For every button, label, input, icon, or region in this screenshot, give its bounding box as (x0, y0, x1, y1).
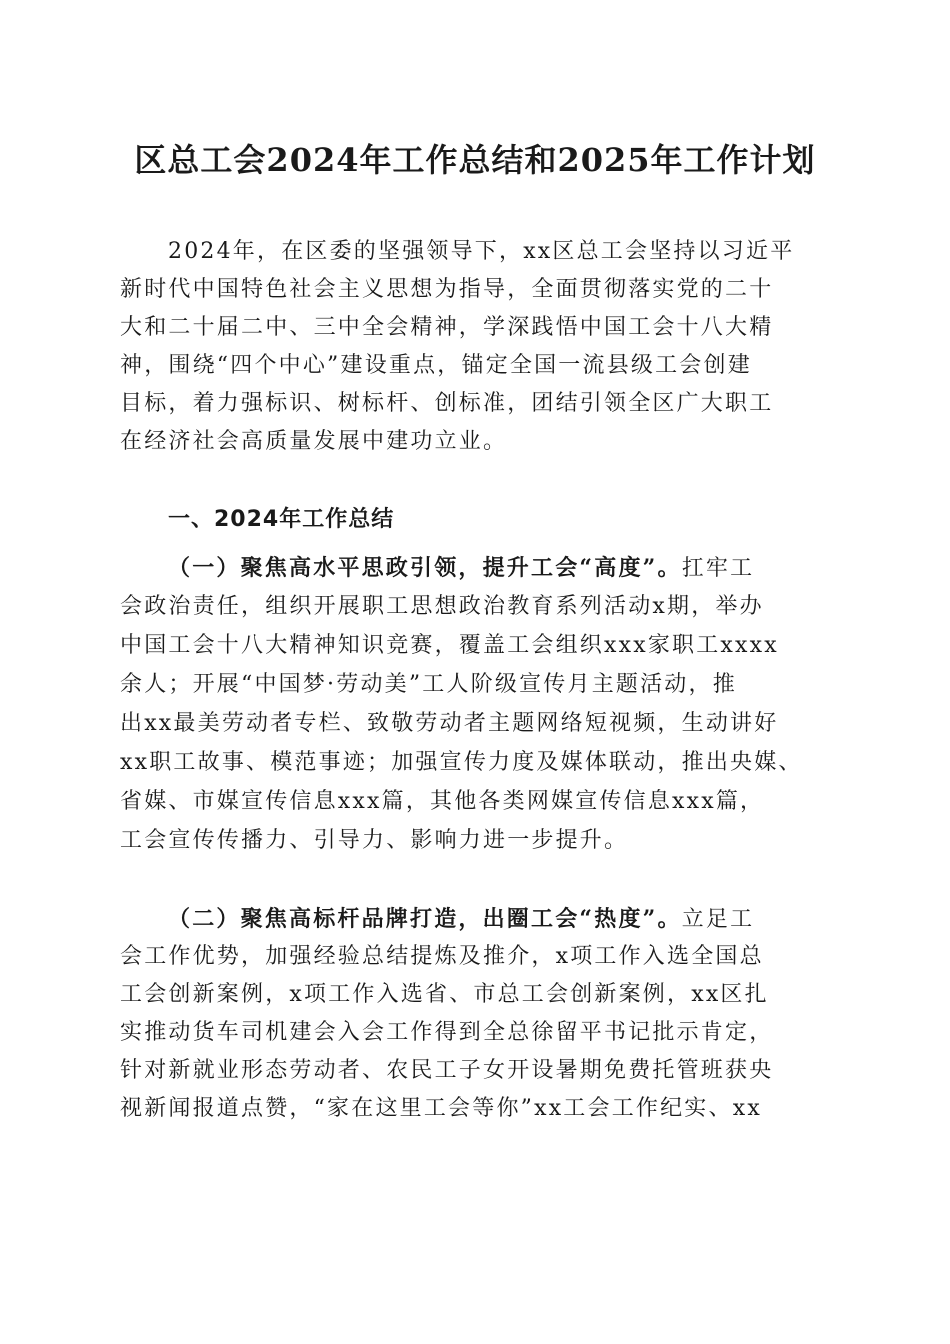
paragraph-line: 省媒、市媒宣传信息xxx篇，其他各类网媒宣传信息xxx篇， (120, 789, 765, 814)
paragraph-line: 神，围绕“四个中心”建设重点，锚定全国一流县级工会创建 (120, 353, 752, 378)
document-title: 区总工会2024年工作总结和2025年工作计划 (134, 141, 816, 179)
paragraph-line: 余人；开展“中国梦·劳动美”工人阶级宣传月主题活动，推 (120, 672, 737, 697)
paragraph-line: 出xx最美劳动者专栏、致敬劳动者主题网络短视频，生动讲好 (120, 711, 779, 736)
paragraph-line: 目标，着力强标识、树标杆、创标准，团结引领全区广大职工 (120, 391, 774, 416)
subsection-heading: （二）聚焦高标杆品牌打造，出圈工会“热度”。 (168, 906, 682, 932)
paragraph-line: 会政治责任，组织开展职工思想政治教育系列活动x期，举办 (120, 594, 764, 619)
subsection-first-line (168, 553, 832, 584)
paragraph-line: 中国工会十八大精神知识竞赛，覆盖工会组织xxx家职工xxxx (120, 633, 779, 658)
subsection-first-line (168, 904, 832, 935)
subsection-heading: （一）聚焦高水平思政引领，提升工会“高度”。 (168, 555, 682, 581)
paragraph-line: 会工作优势，加强经验总结提炼及推介，x项工作入选全国总 (120, 944, 764, 969)
paragraph-line: 在经济社会高质量发展中建功立业。 (120, 429, 508, 454)
paragraph-text: 扛牢工 (681, 556, 755, 581)
paragraph-line: 实推动货车司机建会入会工作得到全总徐留平书记批示肯定， (120, 1020, 774, 1045)
paragraph-line: 大和二十届二中、三中全会精神，学深践悟中国工会十八大精 (120, 315, 774, 340)
paragraph-text: 立足工 (681, 907, 755, 932)
paragraph-line: 视新闻报道点赞，“家在这里工会等你”xx工会工作纪实、xx (120, 1096, 762, 1121)
paragraph-line: 新时代中国特色社会主义思想为指导，全面贯彻落实党的二十 (120, 277, 774, 302)
paragraph-line: 2024年，在区委的坚强领导下，xx区总工会坚持以习近平 (168, 239, 795, 264)
section-heading: 一、2024年工作总结 (168, 507, 395, 532)
paragraph-line: 工会宣传传播力、引导力、影响力进一步提升。 (120, 828, 629, 853)
paragraph-line: xx职工故事、模范事迹；加强宣传力度及媒体联动，推出央媒、 (120, 750, 803, 775)
paragraph-line: 针对新就业形态劳动者、农民工子女开设暑期免费托管班获央 (120, 1058, 774, 1083)
paragraph-line: 工会创新案例，x项工作入选省、市总工会创新案例，xx区扎 (120, 982, 769, 1007)
